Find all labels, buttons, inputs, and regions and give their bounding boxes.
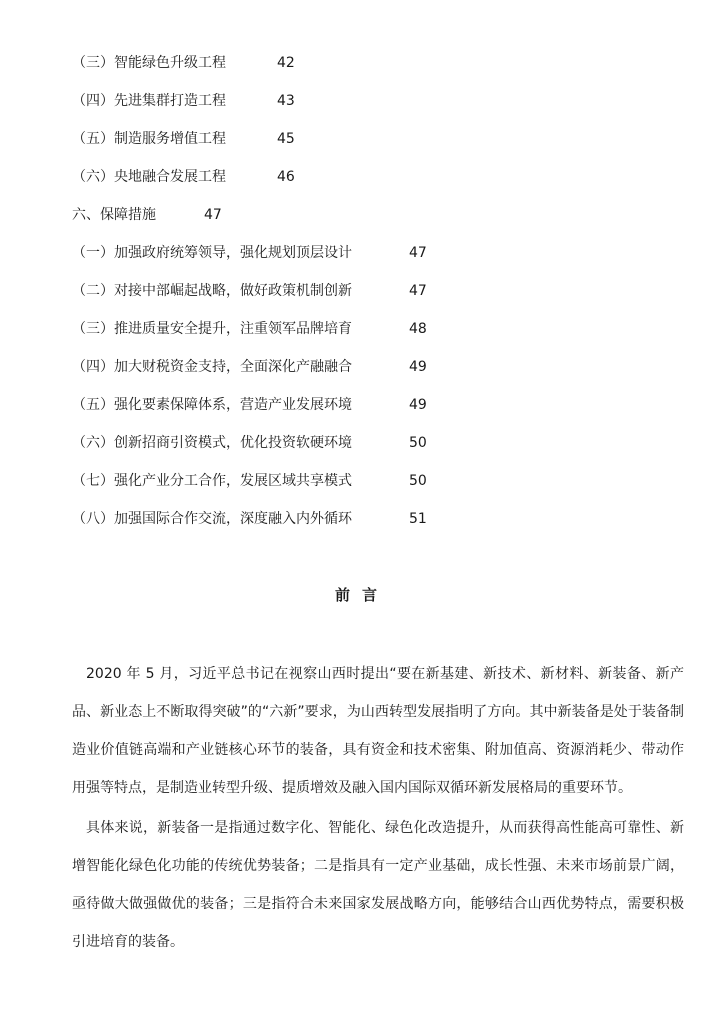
toc-entry[interactable] bbox=[72, 90, 295, 112]
toc-entry[interactable] bbox=[72, 508, 427, 530]
toc-entry-title: （四）先进集群打造工程 bbox=[72, 93, 226, 109]
toc-entry-page: 45 bbox=[277, 131, 295, 147]
toc-entry-page: 42 bbox=[277, 55, 295, 71]
toc-entry[interactable] bbox=[72, 128, 295, 150]
toc-entry[interactable] bbox=[72, 166, 295, 188]
toc-entry-title: （六）创新招商引资模式，优化投资软硬环境 bbox=[72, 435, 352, 451]
toc-entry-title: （六）央地融合发展工程 bbox=[72, 169, 226, 185]
toc-entry-title: （一）加强政府统筹领导，强化规划顶层设计 bbox=[72, 245, 352, 261]
toc-entry-page: 43 bbox=[277, 93, 295, 109]
section-heading: 前言 bbox=[334, 586, 389, 604]
toc-entry-title: （五）强化要素保障体系，营造产业发展环境 bbox=[72, 397, 352, 413]
toc-entry-page: 48 bbox=[409, 321, 427, 337]
body-paragraph: 2020 年 5 月，习近平总书记在视察山西时提出“要在新基建、新技术、新材料、新装备、新产品、新业态上不断取得突破”的“六新”要求，为山西转型发展指明了方向。其中新装备是处于装备制造业价值链高端和产业链核心环节的装备，具有资金和技术密集、附加值高、资源消耗少、带动作用强等特点，是制造业转型升级、提质增效及融入国内国际双循环新发展格局的重要环节。 bbox=[72, 666, 684, 796]
toc-entry-title: （三）智能绿色升级工程 bbox=[72, 55, 226, 71]
toc-entry-title: （四）加大财税资金支持，全面深化产融融合 bbox=[72, 359, 352, 375]
toc-entry-title: （七）强化产业分工合作，发展区域共享模式 bbox=[72, 473, 352, 489]
toc-entry-title: （二）对接中部崛起战略，做好政策机制创新 bbox=[72, 283, 352, 299]
toc-entry-title: （五）制造服务增值工程 bbox=[72, 131, 226, 147]
toc-entry[interactable] bbox=[72, 394, 427, 416]
toc-entry-page: 47 bbox=[204, 207, 222, 223]
toc-entry-title: 六、保障措施 bbox=[72, 207, 156, 223]
toc-entry[interactable] bbox=[72, 204, 222, 226]
body-paragraph: 具体来说，新装备一是指通过数字化、智能化、绿色化改造提升，从而获得高性能高可靠性、新增智能化绿色化功能的传统优势装备；二是指具有一定产业基础，成长性强、未来市场前景广阔，亟待做大做强做优的装备；三是指符合未来国家发展战略方向，能够结合山西优势特点，需要积极引进培育的装备。 bbox=[72, 820, 684, 950]
toc-entry-page: 46 bbox=[277, 169, 295, 185]
toc-entry-page: 51 bbox=[409, 511, 427, 527]
toc-entry-page: 47 bbox=[409, 283, 427, 299]
toc-entry-page: 49 bbox=[409, 397, 427, 413]
toc-entry[interactable] bbox=[72, 242, 427, 264]
toc-entry[interactable] bbox=[72, 470, 427, 492]
toc-entry-title: （八）加强国际合作交流，深度融入内外循环 bbox=[72, 511, 352, 527]
toc-entry-page: 47 bbox=[409, 245, 427, 261]
toc-entry-title: （三）推进质量安全提升，注重领军品牌培育 bbox=[72, 321, 352, 337]
toc-entry[interactable] bbox=[72, 356, 427, 378]
toc-entry[interactable] bbox=[72, 318, 427, 340]
toc-entry[interactable] bbox=[72, 280, 427, 302]
toc-entry-page: 49 bbox=[409, 359, 427, 375]
toc-entry-page: 50 bbox=[409, 435, 427, 451]
toc-entry[interactable] bbox=[72, 432, 427, 454]
toc-entry[interactable] bbox=[72, 52, 295, 74]
toc-entry-page: 50 bbox=[409, 473, 427, 489]
